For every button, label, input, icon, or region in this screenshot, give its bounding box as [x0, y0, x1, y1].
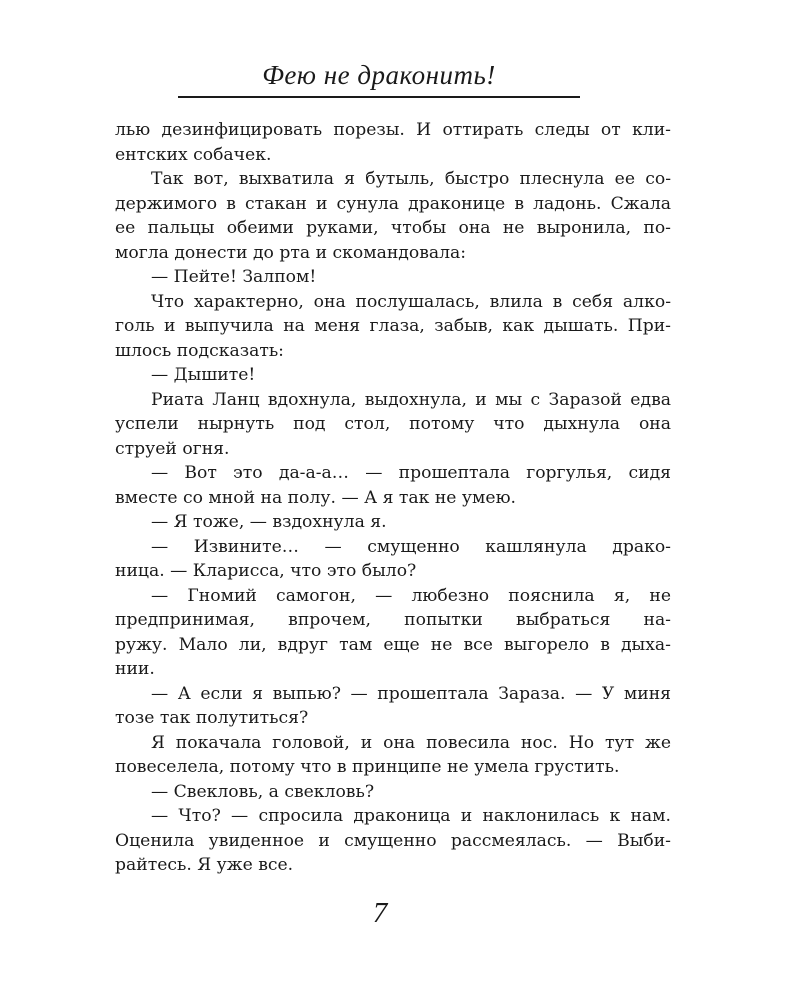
text-line: голь и выпучила на меня глаза, забыв, как дышать. При-: [115, 316, 671, 336]
text-line: струей огня.: [115, 438, 230, 459]
text-line: Так вот, выхватила я бутыль, быстро плеснула ее со-: [151, 169, 671, 189]
text-line: лью дезинфицировать порезы. И оттирать следы от кли-: [115, 120, 671, 140]
text-line: Оценила увиденное и смущенно рассмеялась. — Выби-: [115, 830, 671, 851]
text-line: шлось подсказать:: [115, 340, 284, 361]
header-rule: [178, 96, 580, 98]
page-number: 7: [372, 897, 388, 929]
text-line: райтесь. Я уже все.: [115, 855, 294, 875]
text-line: нии.: [115, 659, 155, 679]
running-head: [178, 58, 580, 98]
text-line: Я покачала головой, и она повесила нос. Но тут же: [151, 732, 671, 753]
text-line: повеселела, потому что в принципе не умела грустить.: [115, 757, 620, 777]
text-line: могла донести до рта и скомандовала:: [115, 242, 467, 263]
text-line: успели нырнуть под стол, потому что дыхнула она: [115, 414, 671, 434]
text-line: ница. — Кларисса, что это было?: [115, 561, 417, 581]
text-line: — Гномий самогон, — любезно пояснила я, не: [151, 585, 671, 606]
body-text: [115, 118, 671, 878]
text-line: — Что? — спросила драконица и наклонилась к нам.: [151, 806, 671, 826]
text-line: Что характерно, она послушалась, влила в себя алко-: [151, 291, 671, 312]
text-line: — Извините… — смущенно кашлянула драко-: [151, 536, 671, 557]
text-line: — Пейте! Залпом!: [151, 267, 317, 287]
text-line: — Свекловь, а свекловь?: [151, 781, 375, 802]
text-line: держимого в стакан и сунула драконице в ладонь. Сжала: [115, 193, 671, 214]
text-line: — А если я выпью? — прошептала Зараза. — У миня: [151, 683, 671, 704]
text-line: предпринимая, впрочем, попытки выбраться на-: [115, 610, 671, 630]
text-line: вместе со мной на полу. — А я так не умею.: [115, 487, 517, 508]
book-title: Фею не драконить!: [262, 60, 496, 90]
text-line: тозе так полутиться?: [115, 708, 309, 728]
text-line: — Я тоже, — вздохнула я.: [151, 512, 387, 532]
text-line: ружу. Мало ли, вдруг там еще не все выгорело в дыха-: [115, 634, 671, 655]
text-line: ентских собачек.: [115, 144, 272, 165]
text-line: Риата Ланц вдохнула, выдохнула, и мы с Заразой едва: [151, 389, 671, 410]
text-line: ее пальцы обеими руками, чтобы она не выронила, по-: [115, 218, 671, 238]
text-line: — Дышите!: [151, 365, 256, 385]
text-line: — Вот это да-а-а… — прошептала горгулья, сидя: [151, 463, 671, 483]
